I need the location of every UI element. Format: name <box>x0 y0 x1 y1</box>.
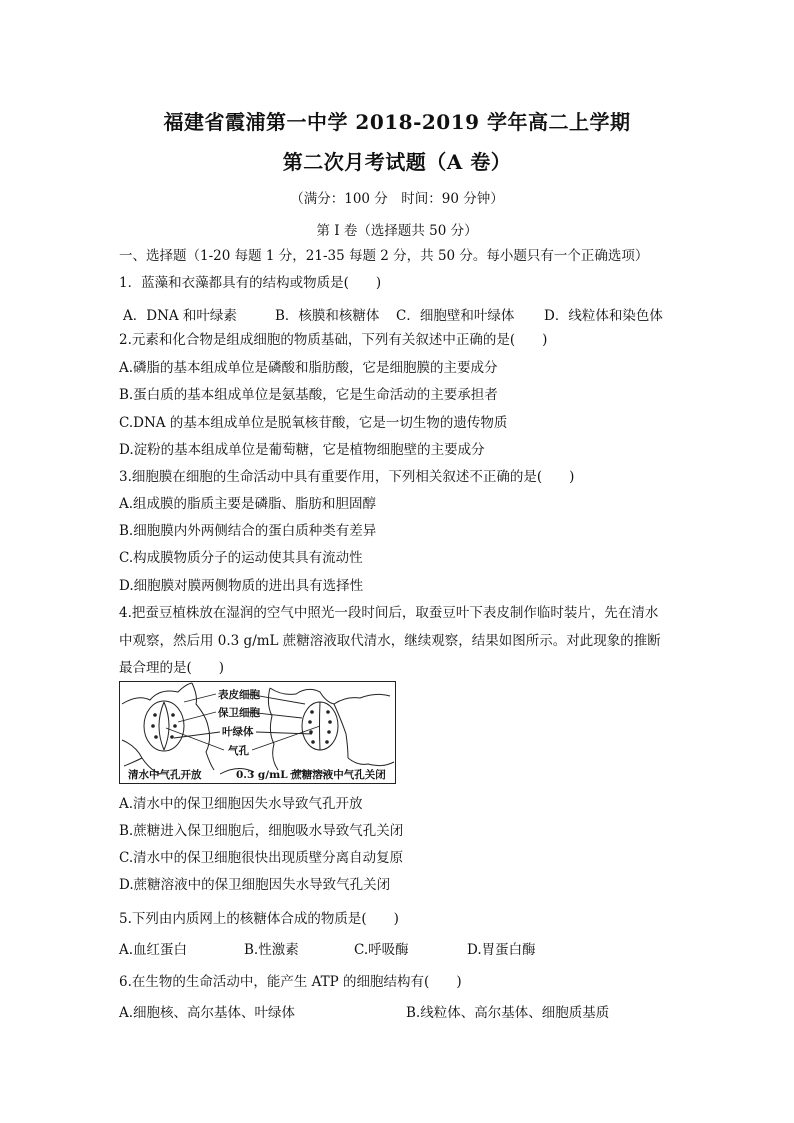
question-2-option-c: C.DNA 的基本组成单位是脱氧核苷酸，它是一切生物的遗传物质 <box>119 415 508 431</box>
question-6-option-b: B.线粒体、高尔基体、细胞质基质 <box>406 1005 610 1021</box>
question-4-stem-line3: 最合理的是( ) <box>119 660 225 676</box>
question-5-option-c: C.呼吸酶 <box>354 942 409 958</box>
figure-caption-closed: 0.3 g/mL 蔗糖溶液中气孔关闭 <box>236 769 386 781</box>
figure-label-stoma: 气孔 <box>228 745 249 757</box>
question-3-stem: 3.细胞膜在细胞的生命活动中具有重要作用，下列相关叙述不正确的是( ) <box>119 469 575 485</box>
question-5-option-b: B.性激素 <box>244 942 299 958</box>
question-4-option-b: B.蔗糖进入保卫细胞后，细胞吸水导致气孔关闭 <box>119 823 404 839</box>
stomata-figure <box>119 681 396 784</box>
question-4-stem-line1: 4.把蚕豆植株放在湿润的空气中照光一段时间后，取蚕豆叶下表皮制作临时装片，先在清水 <box>119 605 659 621</box>
question-4-stem-line2: 中观察，然后用 0.3 g/mL 蔗糖溶液取代清水，继续观察，结果如图所示。对此现象的推断 <box>119 633 661 649</box>
figure-label-epidermal-cell: 表皮细胞 <box>218 689 260 701</box>
question-5-option-d: D.胃蛋白酶 <box>467 942 536 958</box>
question-3-option-a: A.组成膜的脂质主要是磷脂、脂肪和胆固醇 <box>119 496 377 512</box>
question-1-option-d: D．线粒体和染色体 <box>544 308 663 324</box>
question-3-option-d: D.细胞膜对膜两侧物质的进出具有选择性 <box>119 578 364 594</box>
question-1-option-c: C．细胞壁和叶绿体 <box>396 308 515 324</box>
section-heading: 第 I 卷（选择题共 50 分） <box>316 223 478 239</box>
question-1-option-b: B．核膜和核糖体 <box>275 308 380 324</box>
exam-meta: （满分：100 分 时间：90 分钟） <box>290 191 504 207</box>
question-3-option-b: B.细胞膜内外两侧结合的蛋白质种类有差异 <box>119 523 377 539</box>
question-2-option-d: D.淀粉的基本组成单位是葡萄糖，它是植物细胞壁的主要成分 <box>119 442 485 458</box>
question-1-option-a: A．DNA 和叶绿素 <box>123 308 237 324</box>
question-4-option-c: C.清水中的保卫细胞很快出现质壁分离自动复原 <box>119 850 404 866</box>
figure-label-chloroplast: 叶绿体 <box>222 726 254 738</box>
question-6-option-a: A.细胞核、高尔基体、叶绿体 <box>119 1005 296 1021</box>
question-5-stem: 5.下列由内质网上的核糖体合成的物质是( ) <box>119 911 399 927</box>
question-4-option-d: D.蔗糖溶液中的保卫细胞因失水导致气孔关闭 <box>119 877 391 893</box>
exam-title-line2: 第二次月考试题（A 卷） <box>282 150 512 174</box>
figure-caption-open: 清水中气孔开放 <box>128 769 202 781</box>
question-5-option-a: A.血红蛋白 <box>119 942 188 958</box>
figure-label-guard-cell: 保卫细胞 <box>218 707 260 719</box>
exam-title-line1: 福建省霞浦第一中学 2018-2019 学年高二上学期 <box>163 110 631 134</box>
question-1-stem: 1．蓝藻和衣藻都具有的结构或物质是( ) <box>119 275 382 291</box>
question-6-stem: 6.在生物的生命活动中，能产生 ATP 的细胞结构有( ) <box>119 974 462 990</box>
question-2-option-b: B.蛋白质的基本组成单位是氨基酸，它是生命活动的主要承担者 <box>119 387 498 403</box>
instructions: 一、选择题（1-20 每题 1 分，21-35 每题 2 分，共 50 分。每小题只有一个正确选项） <box>119 248 649 264</box>
question-3-option-c: C.构成膜物质分子的运动使其具有流动性 <box>119 550 363 566</box>
question-2-option-a: A.磷脂的基本组成单位是磷酸和脂肪酸，它是细胞膜的主要成分 <box>119 360 498 376</box>
question-2-stem: 2.元素和化合物是组成细胞的物质基础，下列有关叙述中正确的是( ) <box>119 332 548 348</box>
question-4-option-a: A.清水中的保卫细胞因失水导致气孔开放 <box>119 796 363 812</box>
